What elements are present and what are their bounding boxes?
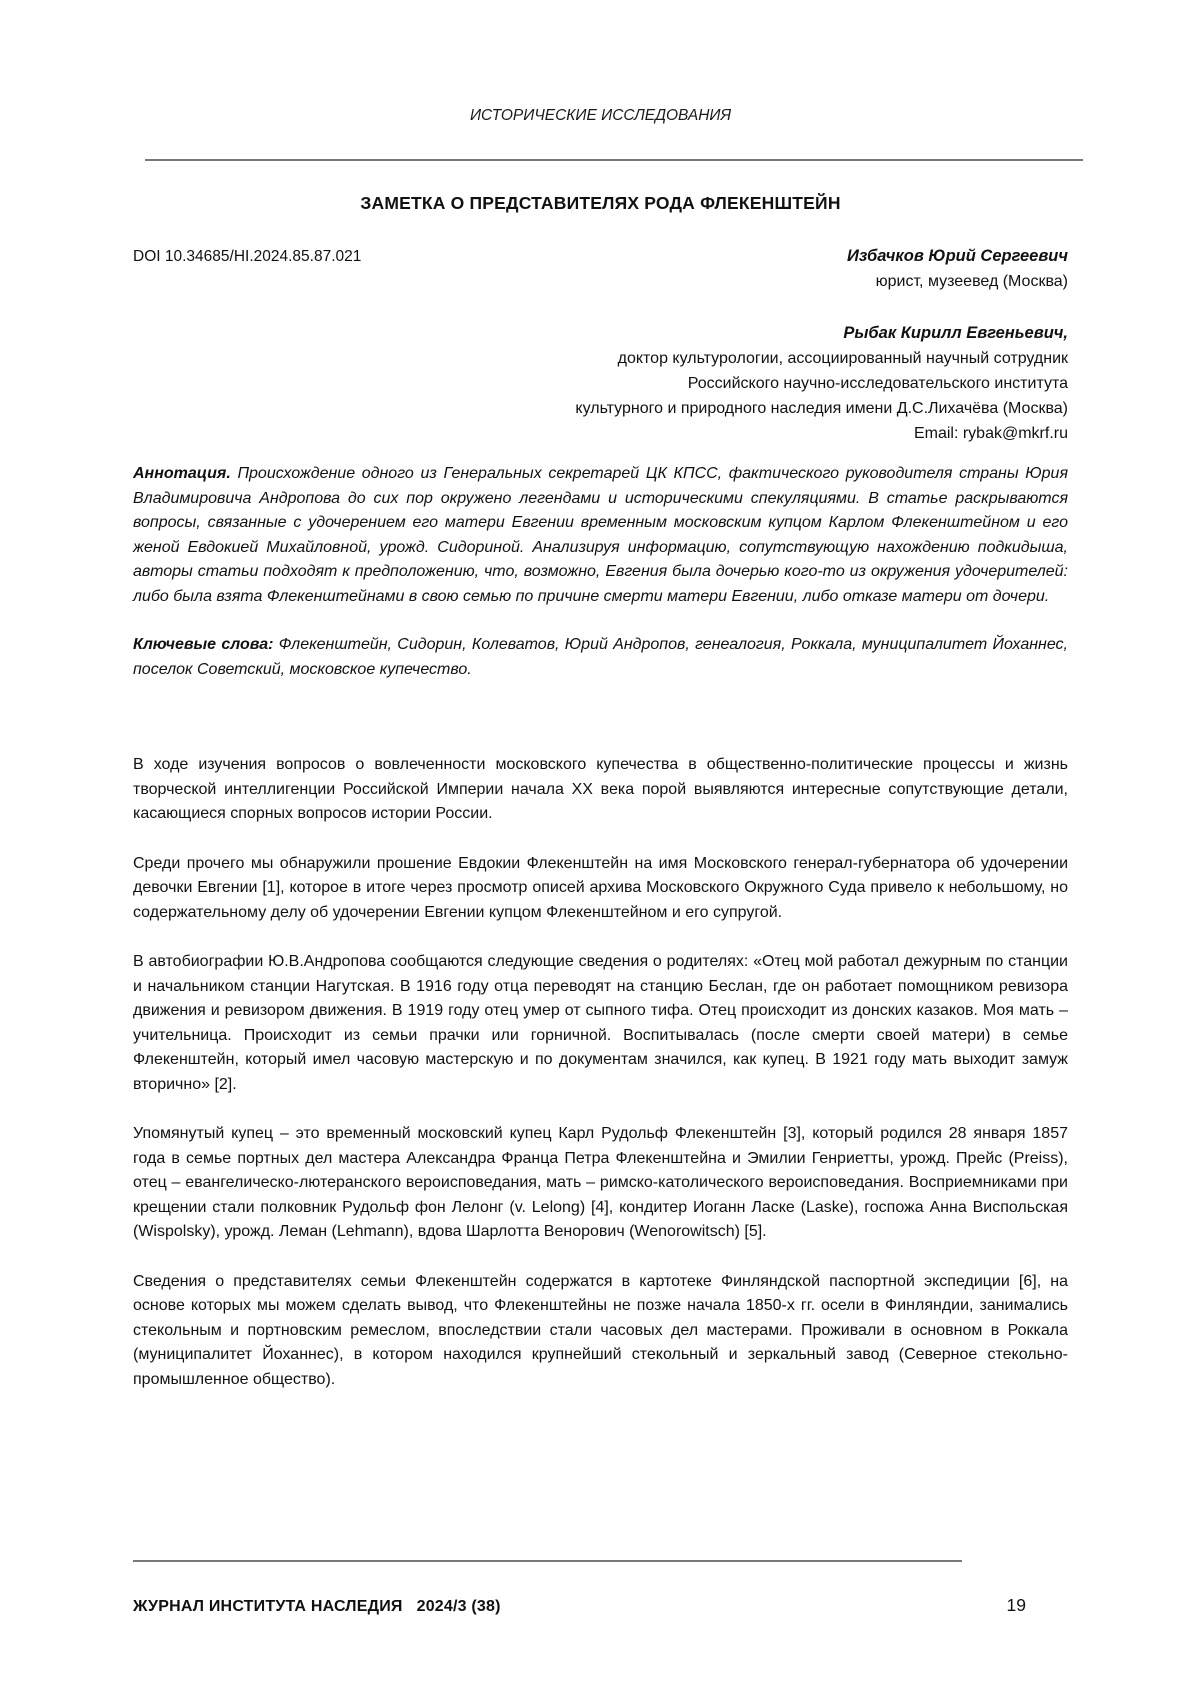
doi-label: DOI 10.34685/HI.2024.85.87.021 <box>133 248 362 265</box>
author-name: Избачков Юрий Сергеевич <box>846 247 1068 265</box>
body-paragraph: В ходе изучения вопросов о вовлеченности московского купечества в общественно-политические процессы и жизнь творческой интеллигенции Российской Империи начала XX века порой выявляются интересные сопутствующие детали, касающиеся спорных вопросов истории России. <box>133 756 1068 822</box>
author-block-rybak <box>133 321 1068 446</box>
body-paragraph: Упомянутый купец – это временный московский купец Карл Рудольф Флекенштейн [3], который родился 28 января 1857 года в семье портных дел мастера Александра Франца Петра Флекенштейна и Эмилии Генриетты, урожд. Прейс (Preiss), отец – евангелическо-лютеранского вероисповедания, мать – римско-католического вероисповедания. Восприемниками при крещении стали полковник Рудольф фон Лелонг (v. Lelong) [4], кондитер Иоганн Ласке (Laske), госпожа Анна Виспольская (Wispolsky), урожд. Леман (Lehmann), вдова Шарлотта Венорович (Wenorowitsch) [5]. <box>133 1125 1068 1240</box>
journal-title: ЖУРНАЛ ИНСТИТУТА НАСЛЕДИЯ <box>133 1598 403 1615</box>
footer-rule <box>133 1560 962 1562</box>
author-affiliation-line: культурного и природного наследия имени Д.С.Лихачёва (Москва) <box>575 400 1068 417</box>
body-paragraph: Сведения о представителях семьи Флекенштейн содержатся в картотеке Финляндской паспортной экспедиции [6], на основе которых мы можем сделать вывод, что Флекенштейны не позже начала 1850-х гг. осели в Финляндии, занимались стекольным и портновским ремеслом, впоследствии стали часовых дел мастерами. Проживали в основном в Роккала (муниципалитет Йоханнес), в котором находился крупнейший стекольный и зеркальный завод (Северное стекольно-промышленное общество). <box>133 1272 1068 1388</box>
author-block-izbachkov <box>847 244 1068 294</box>
journal-issue: 2024/3 (38) <box>416 1598 501 1615</box>
abstract-text: Происхождение одного из Генеральных секретарей ЦК КПСС, фактического руководителя страны Юрия Владимировича Андропова до сих пор окружено легендами и историческими спекуляциями. В статье раскрываются вопросы, связанные с удочерением его матери Евгении временным московским купцом Карлом Флекенштейном и его женой Евдокией Михайловной, урожд. Сидориной. Анализируя информацию, сопутствующую нахождению подкидыша, авторы статьи подходят к предположению, что, возможно, Евгения была дочерью кого-то из окружения удочерителей: либо была взята Флекенштейнами в свою семью по причине смерти матери Евгении, либо отказе матери от дочери. <box>133 465 1068 605</box>
journal-title-line <box>133 1598 501 1616</box>
article-body <box>133 753 1068 1392</box>
abstract-paragraph <box>133 462 1068 609</box>
author-affiliation-line: Российского научно-исследовательского института <box>687 375 1068 392</box>
author-affiliation-line: доктор культурологии, ассоциированный научный сотрудник <box>617 350 1068 367</box>
footer-row <box>133 1595 1068 1616</box>
author-email-line: Email: rybak@mkrf.ru <box>913 425 1068 442</box>
author-name: Рыбак Кирилл Евгеньевич, <box>843 324 1068 342</box>
body-paragraph: В автобиографии Ю.В.Андропова сообщаются следующие сведения о родителях: «Отец мой работал дежурным по станции и начальником станции Нагутская. В 1916 году отца переводят на станцию Беслан, где он работает помощником ревизора движения и ревизором движения. В 1919 году отец умер от сыпного тифа. Отец происходит из донских казаков. Моя мать – учительница. Происходит из семьи прачки или горничной. Воспитывалась (после смерти своей матери) в семье Флекенштейн, который имел часовую мастерскую и по документам значился, как купец. В 1921 году мать выходит замуж вторично» [2]. <box>133 953 1068 1093</box>
keywords-paragraph <box>133 633 1068 682</box>
article-title: ЗАМЕТКА О ПРЕДСТАВИТЕЛЯХ РОДА ФЛЕКЕНШТЕЙН <box>360 193 841 213</box>
body-paragraph: Среди прочего мы обнаружили прошение Евдокии Флекенштейн на имя Московского генерал-губернатора об удочерении девочки Евгении [1], которое в итоге через просмотр описей архива Московского Окружного Суда привело к небольшому, но содержательному делу об удочерении Евгении купцом Флекенштейном и его супругой. <box>133 854 1068 921</box>
abstract-label: Аннотация. <box>133 465 231 482</box>
author-affiliation-line: юрист, музеевед (Москва) <box>875 273 1068 290</box>
page-footer <box>133 1560 1068 1616</box>
byline-row <box>133 244 1068 294</box>
header-rule <box>145 159 1083 161</box>
page-number: 19 <box>1006 1595 1026 1615</box>
keywords-text: Флекенштейн, Сидорин, Колеватов, Юрий Андропов, генеалогия, Роккала, муниципалитет Йоханнес, поселок Советский, московское купечество. <box>133 636 1069 678</box>
keywords-label: Ключевые слова: <box>133 636 274 653</box>
section-header: ИСТОРИЧЕСКИЕ ИССЛЕДОВАНИЯ <box>469 107 732 124</box>
